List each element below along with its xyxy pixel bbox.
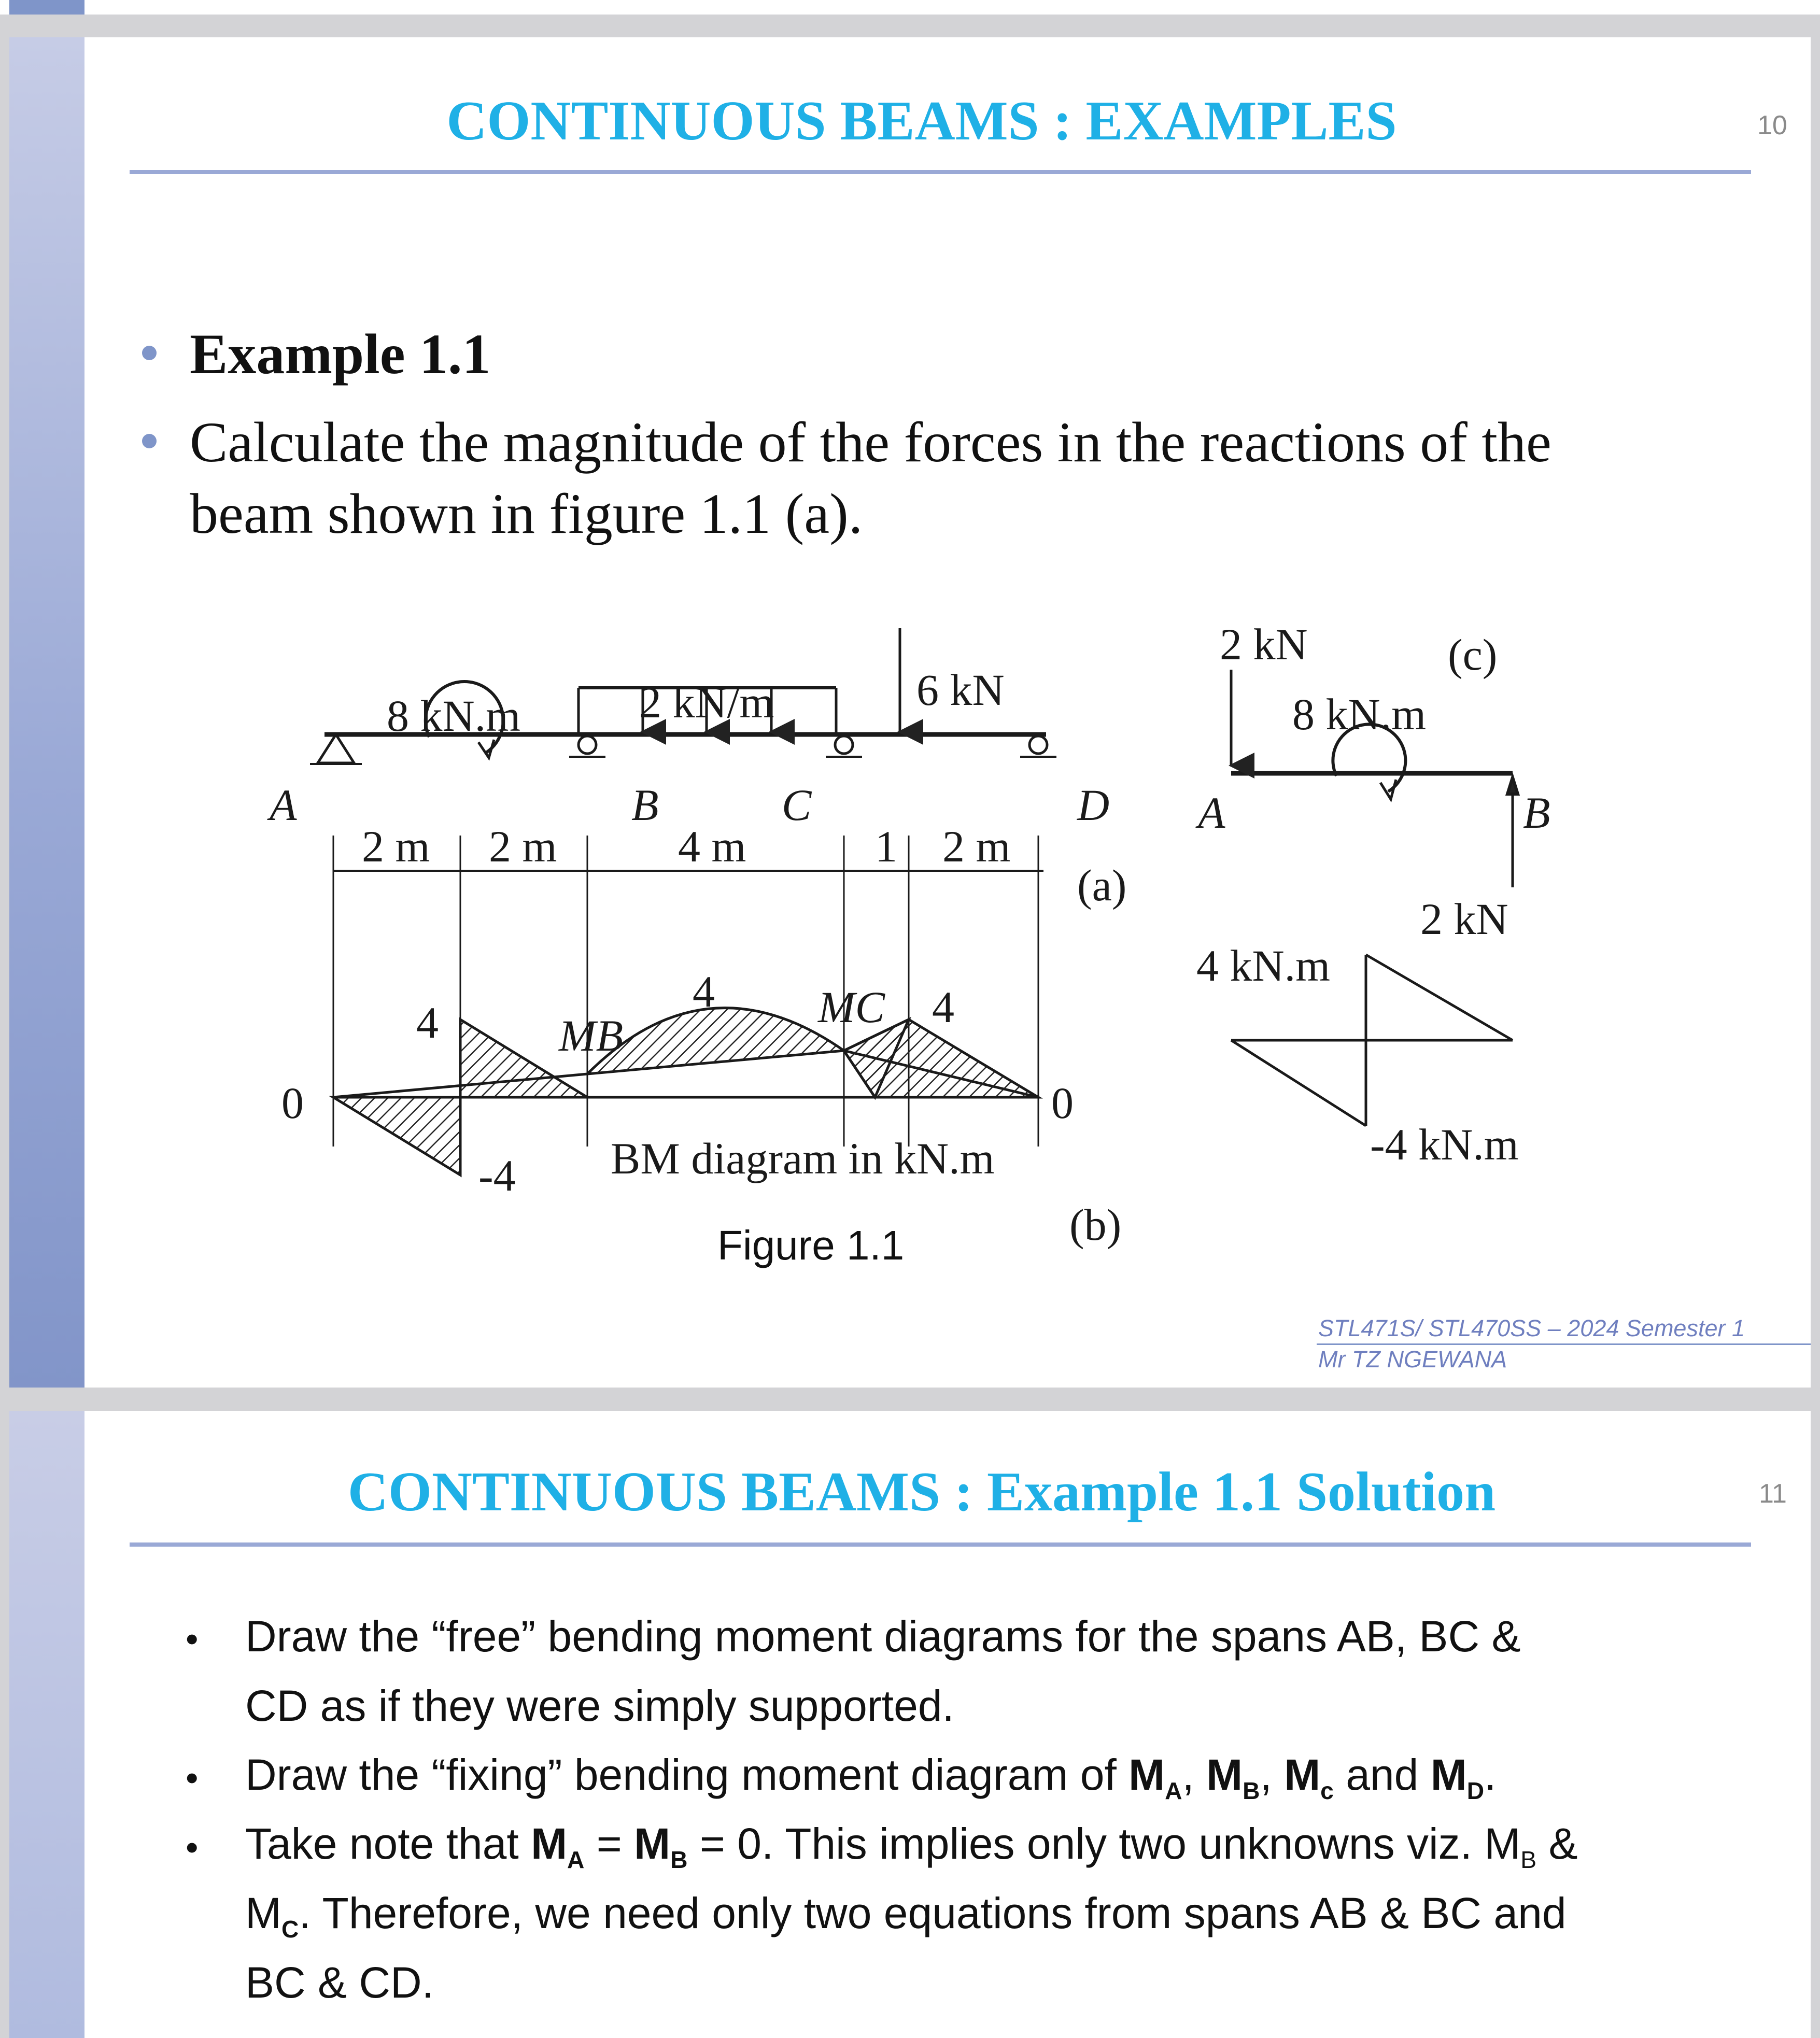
support-A-label: A <box>270 780 297 830</box>
force-B-label: 2 kN <box>1420 894 1508 944</box>
MC-label: MC <box>818 982 885 1032</box>
subscript: B <box>1243 1777 1260 1804</box>
moment-symbol: M <box>245 1889 281 1937</box>
figure-caption: Figure 1.1 <box>717 1222 905 1268</box>
subscript: A <box>1165 1777 1182 1804</box>
subscript: A <box>567 1846 585 1873</box>
bullet-marker: • <box>186 1827 199 1867</box>
bullet-3-start: Take note that <box>245 1819 519 1868</box>
moment-pos-label: 4 kN.m <box>1196 941 1330 990</box>
part-label-a: (a) <box>1077 860 1127 910</box>
dim-label: 2 m <box>362 822 430 871</box>
support-C-label: C <box>782 780 812 830</box>
bullet-3-line-3: BC & CD. <box>245 1958 434 2007</box>
bullet-1-line-2: CD as if they were simply supported. <box>245 1681 954 1730</box>
dim-label: 2 m <box>489 822 557 871</box>
bullet-marker: • <box>186 1758 199 1798</box>
slide-title: CONTINUOUS BEAMS : EXAMPLES <box>446 90 1397 152</box>
part-label-b: (b) <box>1069 1200 1122 1250</box>
force-top-label: 2 kN <box>1220 619 1308 669</box>
MB-label: MB <box>559 1011 624 1060</box>
equals: = <box>596 1819 622 1868</box>
ampersand: & <box>1548 1819 1578 1868</box>
moment-label-c: 8 kN.m <box>1292 689 1426 739</box>
subscript: c <box>1320 1777 1334 1804</box>
point-load-label: 6 kN <box>916 665 1005 715</box>
bm-value: 4 <box>416 998 439 1048</box>
moment-symbol: M <box>1430 1750 1467 1799</box>
moment-symbol: M <box>634 1819 671 1868</box>
figure-1-1 <box>9 37 1811 1388</box>
subscript: B <box>670 1846 688 1873</box>
subscript: C <box>281 1915 299 1943</box>
moment-symbol: M <box>1484 1819 1521 1868</box>
subscript: D <box>1466 1777 1485 1804</box>
bm-value: 4 <box>693 967 715 1016</box>
footer-course: STL471S/ STL470SS – 2024 Semester 1 <box>1318 1315 1745 1341</box>
bullet-2-text: Draw the “fixing” bending moment diagram of <box>245 1750 1117 1799</box>
separator: , <box>1260 1750 1272 1799</box>
bm-zero: 0 <box>281 1078 304 1128</box>
subscript: B <box>1520 1846 1537 1873</box>
bullet-marker: • <box>186 1619 199 1659</box>
moment-symbol: M <box>1284 1750 1321 1799</box>
and-word: and <box>1346 1750 1419 1799</box>
bullet-3-rest: = 0. This implies only two unknowns viz. <box>699 1819 1472 1868</box>
support-B-label: B <box>631 780 659 830</box>
slide-11[interactable] <box>9 1411 1811 2038</box>
bullet-3-line-2-text: . Therefore, we need only two equations from spans AB & BC and <box>299 1889 1567 1937</box>
support-B-label-c: B <box>1523 788 1550 838</box>
bullet-3-line-2 <box>245 1878 1567 1964</box>
support-D-label: D <box>1077 780 1110 830</box>
example-heading: Example 1.1 <box>190 322 491 386</box>
moment-symbol: M <box>1128 1750 1165 1799</box>
moment-symbol: M <box>531 1819 568 1868</box>
problem-statement: Calculate the magnitude of the forces in the reactions of the beam shown in figure 1.1 (a). <box>190 411 1551 545</box>
bm-zero: 0 <box>1051 1078 1074 1128</box>
separator: , <box>1182 1750 1194 1799</box>
bm-caption: BM diagram in kN.m <box>611 1134 995 1183</box>
previous-slide-edge <box>0 0 1820 15</box>
bm-value-negative: -4 <box>478 1151 516 1200</box>
slide-number: 10 <box>1757 110 1787 140</box>
bm-value: 4 <box>932 982 954 1032</box>
dim-label: 4 m <box>678 822 746 871</box>
moment-symbol: M <box>1206 1750 1243 1799</box>
slide-number: 11 <box>1759 1479 1787 1509</box>
dim-label: 2 m <box>942 822 1011 871</box>
udl-label: 2 kN/m <box>639 677 774 727</box>
slide-title: CONTINUOUS BEAMS : Example 1.1 Solution <box>347 1461 1496 1523</box>
moment-label-a: 8 kN.m <box>387 691 520 741</box>
bullet-1-line-1: Draw the “free” bending moment diagrams for the spans AB, BC & <box>245 1612 1521 1661</box>
title-rule <box>130 1542 1751 1547</box>
footer-lecturer: Mr TZ NGEWANA <box>1318 1346 1507 1372</box>
support-A-label-c: A <box>1198 788 1225 838</box>
moment-neg-label: -4 kN.m <box>1370 1120 1519 1169</box>
part-label-c: (c) <box>1448 630 1498 680</box>
slide-10[interactable] <box>9 37 1811 1388</box>
end-punct: . <box>1484 1750 1497 1799</box>
dim-label: 1 <box>875 822 897 871</box>
